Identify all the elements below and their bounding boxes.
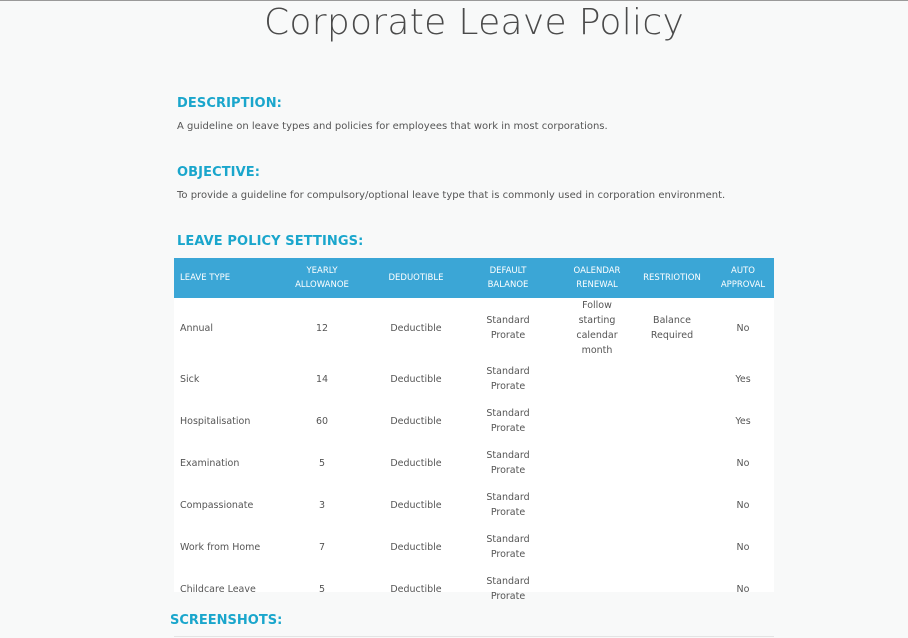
cell-leave-type: Annual — [180, 322, 214, 334]
table-row — [174, 442, 774, 484]
table-header-row — [174, 258, 774, 298]
cell-auto-approval: No — [736, 457, 750, 469]
cell-line: Standard — [486, 492, 530, 503]
screenshots-divider — [174, 636, 774, 637]
cell-restriction — [632, 400, 712, 442]
table-row — [174, 358, 774, 400]
cell-yearly-allowance: 7 — [318, 541, 326, 553]
cell-yearly-allowance: 3 — [318, 499, 326, 511]
cell-default-balance — [454, 484, 562, 526]
column-header-auto-approval — [712, 258, 774, 298]
column-header-line: DEFAULT — [489, 266, 527, 276]
cell-auto-approval: No — [736, 583, 750, 595]
cell-yearly-allowance: 12 — [315, 322, 329, 334]
cell-deductible: Deductible — [390, 415, 442, 427]
column-header-yearly-allowance — [266, 258, 378, 298]
cell-calendar-renewal — [562, 298, 632, 358]
cell-leave-type: Work from Home — [180, 541, 261, 553]
cell-line: Prorate — [490, 465, 526, 476]
description-text: A guideline on leave types and policies for employees that work in most corporations. — [177, 121, 608, 132]
column-header-restriction — [632, 258, 712, 298]
cell-leave-type: Sick — [180, 373, 200, 385]
cell-auto-approval: No — [736, 499, 750, 511]
settings-heading: LEAVE POLICY SETTINGS: — [177, 234, 364, 249]
table-row — [174, 526, 774, 568]
column-header-line: RESTRIOTION — [643, 273, 701, 283]
column-header-line: BALANOE — [487, 280, 529, 290]
cell-leave-type: Childcare Leave — [180, 583, 256, 595]
column-header-line: AUTO — [731, 266, 755, 276]
table-row — [174, 400, 774, 442]
cell-restriction — [632, 568, 712, 610]
cell-deductible: Deductible — [390, 457, 442, 469]
cell-yearly-allowance: 5 — [318, 457, 326, 469]
table-row — [174, 484, 774, 526]
column-header-line: RENEWAL — [576, 280, 618, 290]
column-header-line: YEARLY — [306, 266, 338, 276]
cell-auto-approval: No — [736, 322, 750, 334]
cell-default-balance — [454, 298, 562, 358]
cell-line: Prorate — [490, 507, 526, 518]
cell-line: Standard — [486, 576, 530, 587]
top-divider — [0, 0, 908, 1]
column-header-line: LEAVE TYPE — [180, 273, 231, 283]
cell-line: Standard — [486, 534, 530, 545]
cell-deductible: Deductible — [390, 583, 442, 595]
screenshots-heading: SCREENSHOTS: — [170, 613, 283, 628]
cell-auto-approval: Yes — [735, 415, 751, 427]
column-header-deductible — [378, 258, 454, 298]
objective-heading: OBJECTIVE: — [177, 165, 261, 180]
description-heading: DESCRIPTION: — [177, 96, 282, 111]
cell-calendar-renewal — [562, 484, 632, 526]
cell-default-balance — [454, 358, 562, 400]
cell-yearly-allowance: 60 — [315, 415, 329, 427]
cell-line: Prorate — [490, 330, 526, 341]
cell-default-balance — [454, 400, 562, 442]
cell-leave-type: Hospitalisation — [180, 415, 251, 427]
cell-line: Prorate — [490, 591, 526, 602]
cell-line: calendar month — [576, 330, 618, 356]
cell-line: Prorate — [490, 549, 526, 560]
cell-line: Prorate — [490, 423, 526, 434]
cell-deductible: Deductible — [390, 499, 442, 511]
cell-deductible: Deductible — [390, 322, 442, 334]
cell-calendar-renewal — [562, 442, 632, 484]
cell-line: Required — [650, 330, 694, 341]
leave-policy-table — [174, 258, 774, 602]
cell-restriction — [632, 484, 712, 526]
table-row — [174, 568, 774, 610]
cell-deductible: Deductible — [390, 541, 442, 553]
cell-line: Standard — [486, 315, 530, 326]
column-header-line: ALLOWANOE — [295, 280, 349, 290]
cell-calendar-renewal — [562, 358, 632, 400]
cell-line: Prorate — [490, 381, 526, 392]
cell-auto-approval: Yes — [735, 373, 751, 385]
cell-line: Standard — [486, 366, 530, 377]
column-header-default-balance — [454, 258, 562, 298]
table-row — [174, 298, 774, 358]
page-title: Corporate Leave Policy — [263, 2, 685, 43]
column-header-line: APPROVAL — [720, 280, 766, 290]
cell-line: Follow starting — [578, 300, 616, 326]
cell-calendar-renewal — [562, 526, 632, 568]
cell-auto-approval: No — [736, 541, 750, 553]
cell-restriction — [632, 358, 712, 400]
cell-yearly-allowance: 5 — [318, 583, 326, 595]
cell-line: Standard — [486, 450, 530, 461]
column-header-calendar-renewal — [562, 258, 632, 298]
objective-text: To provide a guideline for compulsory/optional leave type that is commonly used in corporation environment. — [177, 190, 726, 201]
column-header-line: OALENDAR — [573, 266, 621, 276]
cell-calendar-renewal — [562, 400, 632, 442]
cell-default-balance — [454, 442, 562, 484]
cell-leave-type: Examination — [180, 457, 240, 469]
cell-leave-type: Compassionate — [180, 499, 254, 511]
column-header-line: DEDUOTIBLE — [388, 273, 444, 283]
cell-restriction — [632, 442, 712, 484]
column-header-leave-type — [174, 258, 266, 298]
cell-yearly-allowance: 14 — [315, 373, 329, 385]
cell-default-balance — [454, 568, 562, 610]
table-body — [174, 298, 774, 610]
cell-restriction — [632, 526, 712, 568]
cell-calendar-renewal — [562, 568, 632, 610]
cell-line: Balance — [653, 315, 691, 326]
cell-restriction — [632, 298, 712, 358]
cell-line: Standard — [486, 408, 530, 419]
cell-deductible: Deductible — [390, 373, 442, 385]
cell-default-balance — [454, 526, 562, 568]
